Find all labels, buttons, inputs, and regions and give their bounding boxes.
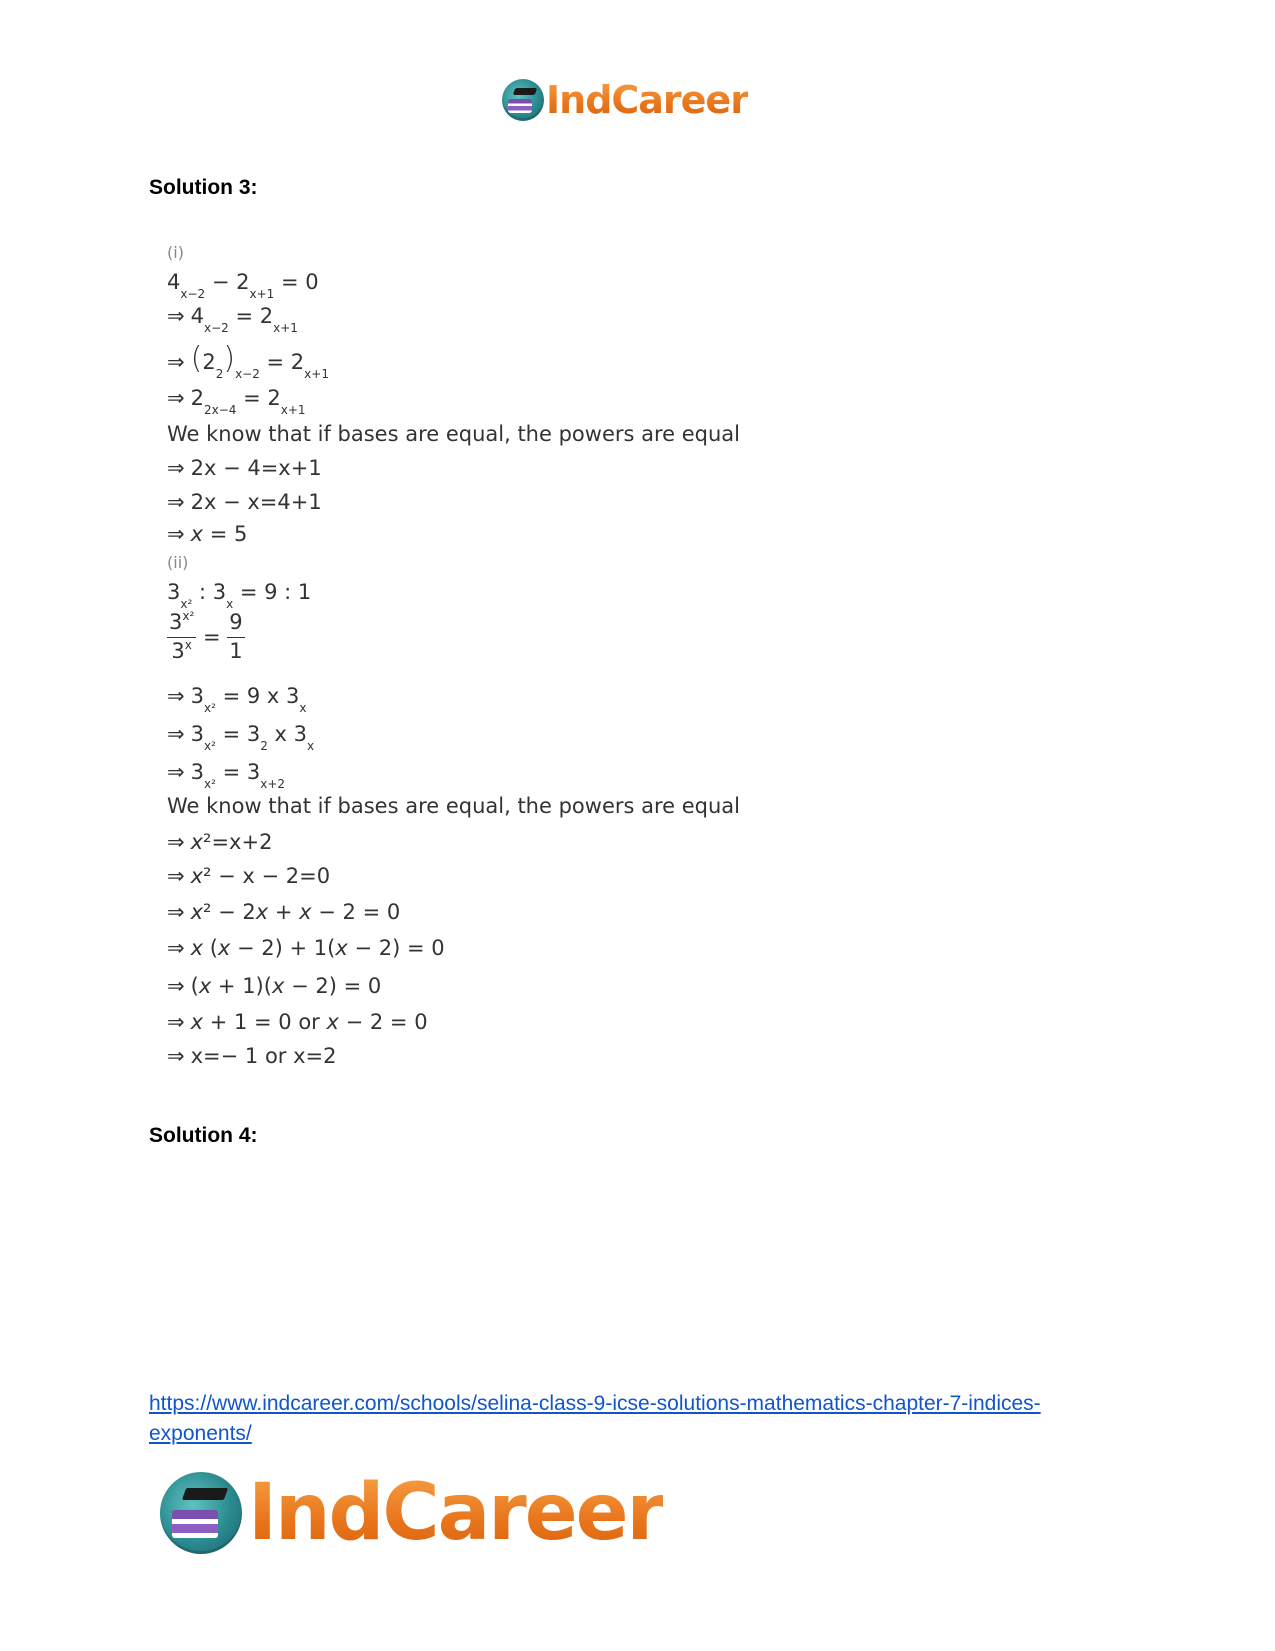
footer-source-link[interactable]: https://www.indcareer.com/schools/selina-class-9-icse-solutions-mathematics-chapter-7-indices-exponents/ <box>149 1392 1041 1445</box>
statement-line: We know that if bases are equal, the powers are equal <box>167 794 741 818</box>
math-line: ⇒ x=− 1 or x=2 <box>167 1044 337 1068</box>
math-line: ⇒ ( x + 1)( x − 2) = 0 <box>167 974 382 998</box>
math-line: ⇒ x + 1 = 0 or x − 2 = 0 <box>167 1010 428 1034</box>
footer-logo <box>160 1468 663 1558</box>
math-line: ⇒ x ²=x+2 <box>167 830 273 854</box>
math-line: 3 x² : 3 x = 9 : 1 <box>167 580 312 611</box>
logo-text: IndCareer <box>248 1468 663 1558</box>
math-line: ⇒ x ( x − 2) + 1( x − 2) = 0 <box>167 936 445 960</box>
part-label: (i) <box>167 243 184 262</box>
logo-text: IndCareer <box>546 78 748 122</box>
fraction-line: $\frac{3^{x^2}}{3^x}$ = $\frac{9}{1}$ <box>169 609 243 663</box>
math-line: 4 x−2 − 2 x+1 = 0 <box>167 270 319 301</box>
graduation-cap-books-logo-icon <box>502 79 544 121</box>
math-line: ⇒ x = 5 <box>167 522 248 546</box>
math-line: ⇒ 3 x² = 3 2 x 3 x <box>167 722 315 753</box>
math-line: ⇒ 3 x² = 3 x+2 <box>167 760 286 791</box>
solution-3-body <box>167 240 740 1068</box>
solution-4-heading: Solution 4: <box>149 1124 258 1147</box>
math-line: ⇒ 3 x² = 9 x 3 x <box>167 684 307 715</box>
header-logo <box>502 78 748 122</box>
graduation-cap-books-logo-icon <box>160 1472 242 1554</box>
statement-line: We know that if bases are equal, the powers are equal <box>167 422 741 446</box>
math-line: ⇒ 2x − 4=x+1 <box>167 456 322 480</box>
solution-3-heading: Solution 3: <box>149 176 258 199</box>
math-line: ⇒ 2x − x=4+1 <box>167 490 322 514</box>
math-line: ⇒ x ² − x − 2=0 <box>167 864 331 888</box>
math-line: ⇒ ( 2 2 ) x−2 = 2 x+1 <box>167 341 329 381</box>
math-line: ⇒ x ² − 2 x + x − 2 = 0 <box>167 900 401 924</box>
part-label: (ii) <box>167 553 189 572</box>
math-line: ⇒ 2 2x−4 = 2 x+1 <box>167 386 306 417</box>
math-line: ⇒ 4 x−2 = 2 x+1 <box>167 304 298 335</box>
